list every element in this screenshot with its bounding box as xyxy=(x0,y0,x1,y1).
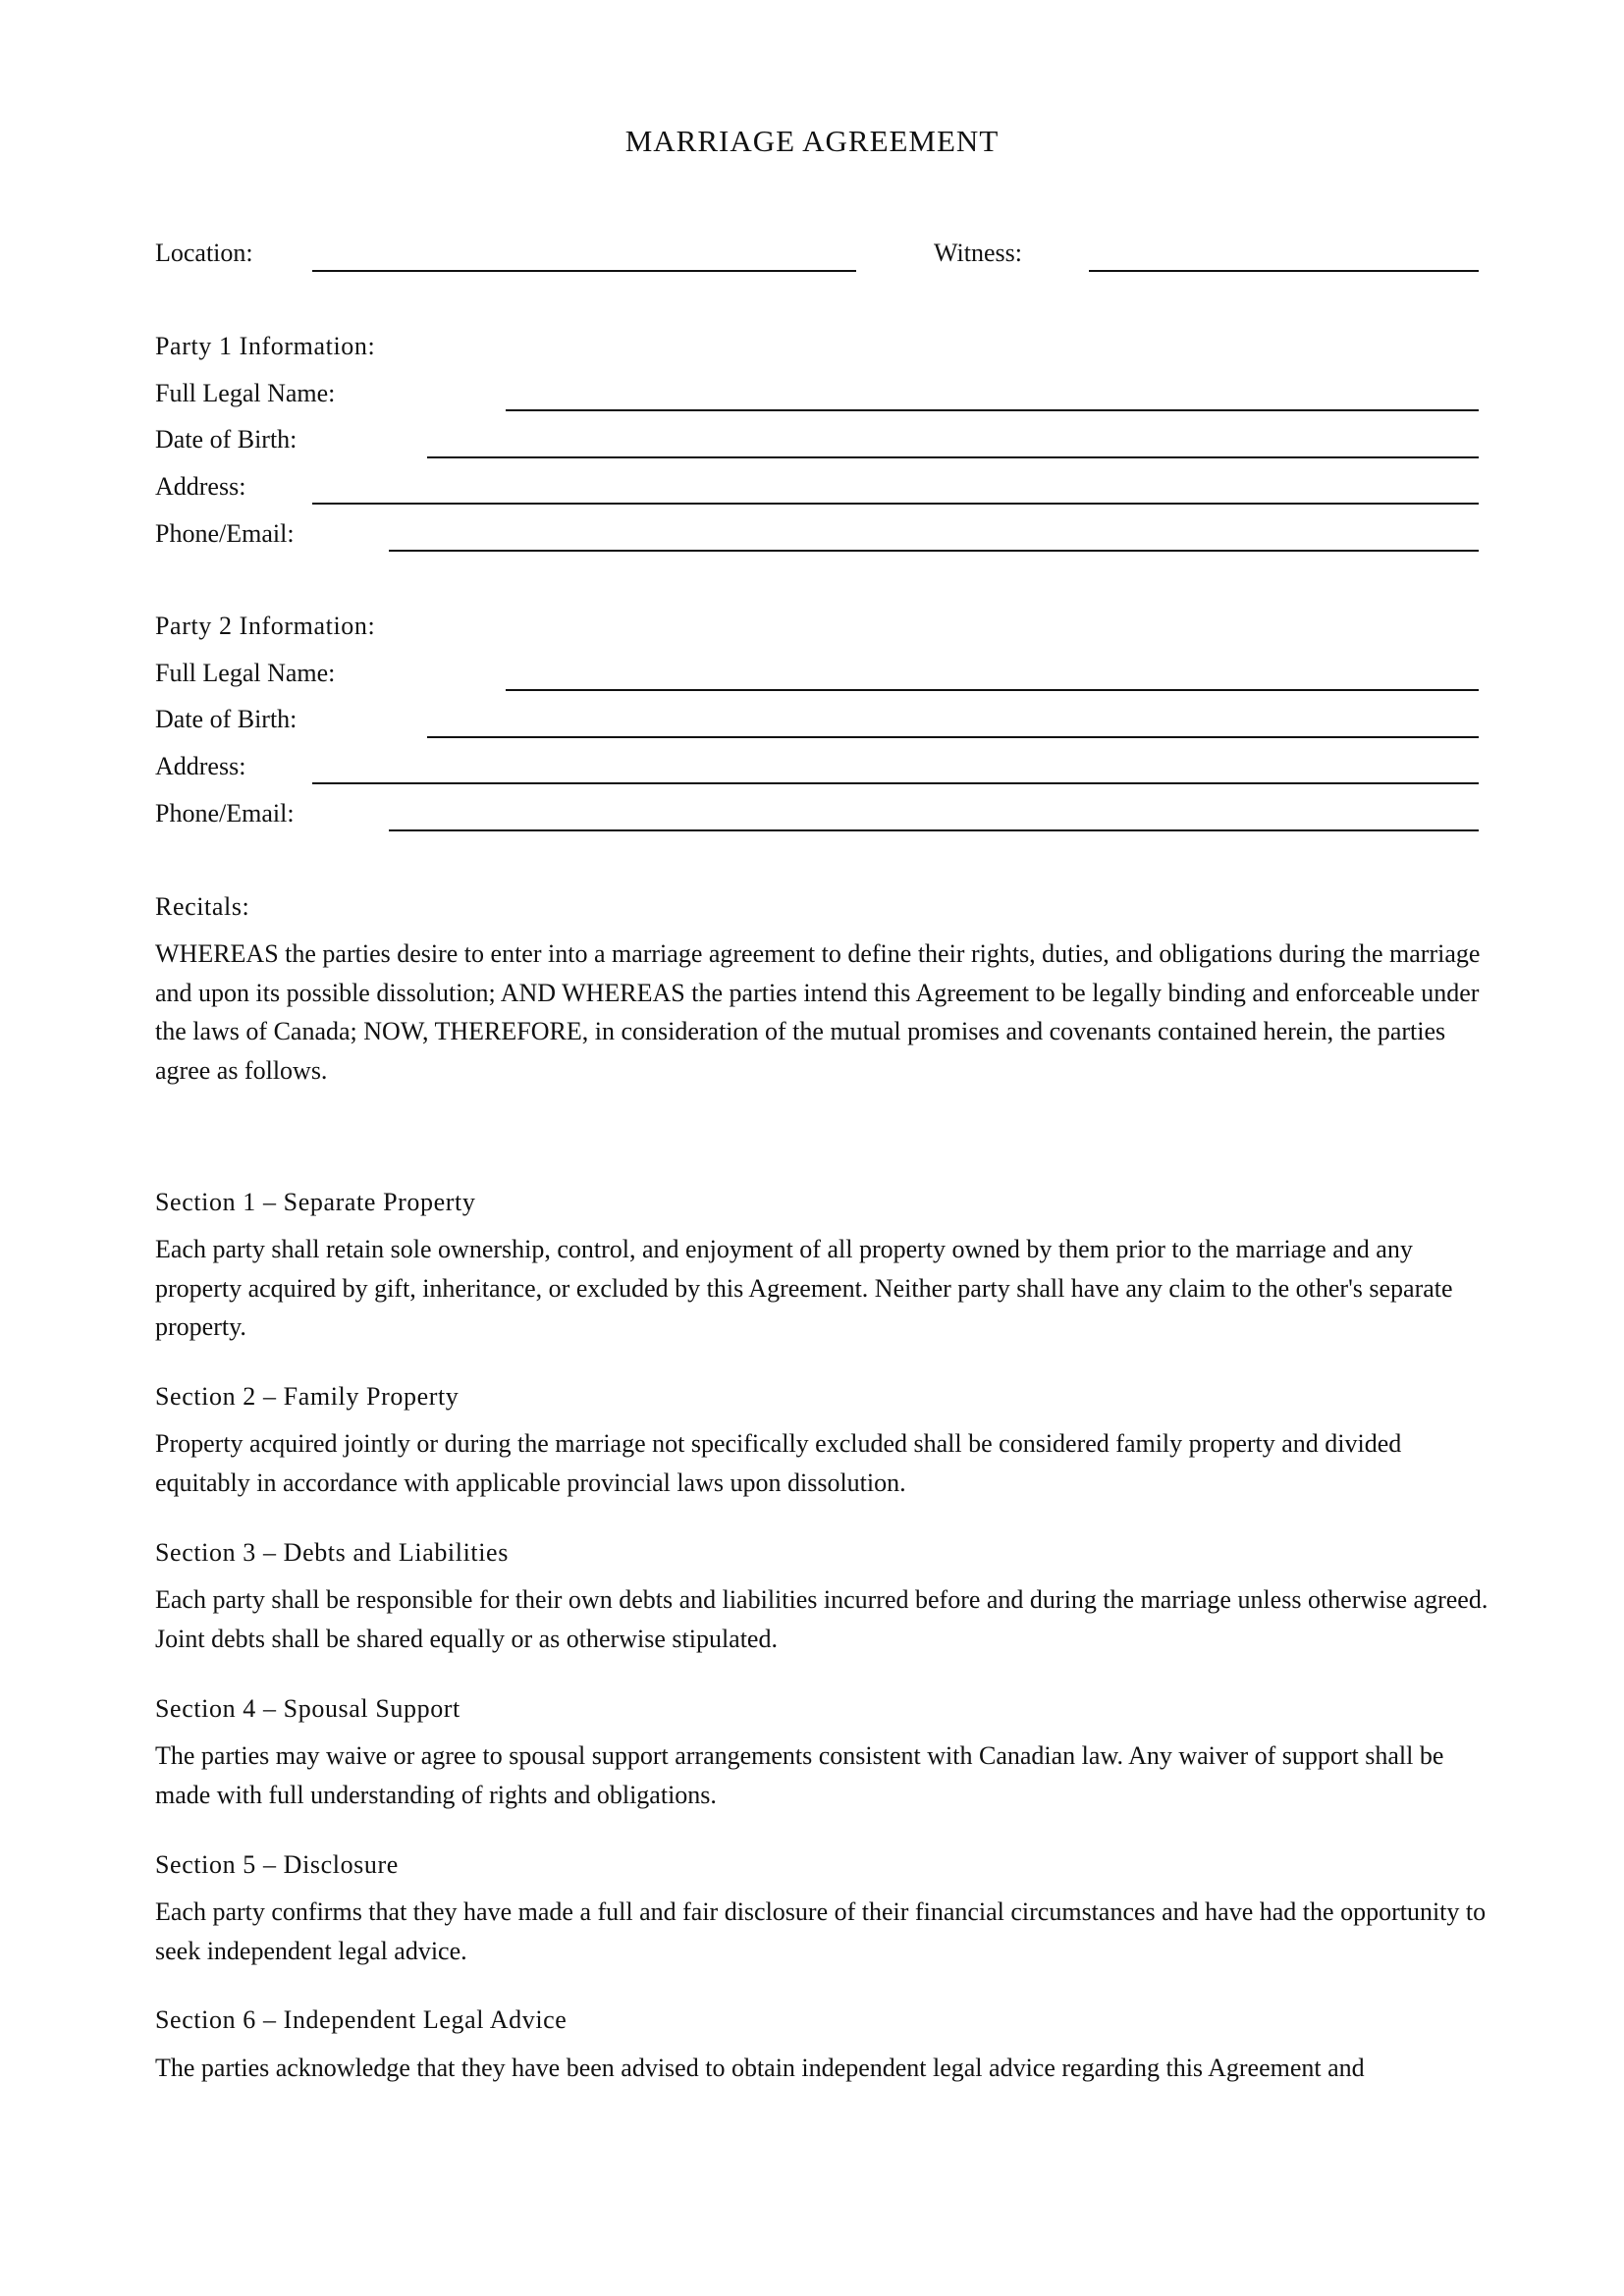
party2-contact-field[interactable] xyxy=(389,829,1479,831)
party2-heading: Party 2 Information: xyxy=(155,612,376,640)
section-1-heading: Section 1 – Separate Property xyxy=(155,1188,476,1216)
document-title: MARRIAGE AGREEMENT xyxy=(624,124,1000,158)
party2-address-field[interactable] xyxy=(312,782,1479,784)
party2-full-name-field[interactable] xyxy=(506,689,1479,691)
party1-contact-label: Phone/Email: xyxy=(155,519,295,548)
section-2-heading: Section 2 – Family Property xyxy=(155,1382,460,1411)
party2-dob-field[interactable] xyxy=(427,736,1479,738)
witness-field[interactable] xyxy=(1089,270,1479,272)
location-field[interactable] xyxy=(312,270,856,272)
section-5-text: Each party confirms that they have made a full and fair disclosure of their financial circumstances and have had the opportunity to seek independent legal advice. xyxy=(155,1897,1487,1965)
section-3-heading: Section 3 – Debts and Liabilities xyxy=(155,1538,509,1567)
party1-full-name-field[interactable] xyxy=(506,409,1479,411)
party1-contact-field[interactable] xyxy=(389,550,1479,552)
party1-full-name-label: Full Legal Name: xyxy=(155,379,336,407)
party2-full-name-label: Full Legal Name: xyxy=(155,659,336,687)
section-2-text: Property acquired jointly or during the marriage not specifically excluded shall be considered family property and divided equitably in accordance with applicable provincial laws upon dissolution. xyxy=(155,1429,1402,1497)
party1-heading: Party 1 Information: xyxy=(155,332,376,360)
section-5-heading: Section 5 – Disclosure xyxy=(155,1850,399,1879)
section-6-text: The parties acknowledge that they have been advised to obtain independent legal advice regarding this Agreement and xyxy=(155,2054,1365,2082)
party2-contact-label: Phone/Email: xyxy=(155,799,295,828)
recitals-text: WHEREAS the parties desire to enter into a marriage agreement to define their rights, duties, and obligations during the marriage and upon its possible dissolution; AND WHEREAS the parties intend this Agreement to be legally binding and enforceable under the laws of Canada; NOW, THEREFORE, in consideration of the mutual promises and covenants contained herein, the parties agree as follows. xyxy=(155,939,1481,1085)
party2-dob-label: Date of Birth: xyxy=(155,705,298,733)
recitals-heading: Recitals: xyxy=(155,892,250,921)
section-4-text: The parties may waive or agree to spousal support arrangements consistent with Canadian law. Any waiver of support shall be made with full understanding of rights and obligations. xyxy=(155,1741,1444,1809)
witness-label: Witness: xyxy=(934,239,1022,267)
location-label: Location: xyxy=(155,239,253,267)
section-3-text: Each party shall be responsible for their own debts and liabilities incurred before and during the marriage unless otherwise agreed. Joint debts shall be shared equally or as otherwise stipulated. xyxy=(155,1585,1489,1653)
section-1-text: Each party shall retain sole ownership, control, and enjoyment of all property owned by them prior to the marriage and any property acquired by gift, inheritance, or excluded by this Agreement. Neither party shall have any claim to the other's separate property. xyxy=(155,1235,1453,1341)
party2-address-label: Address: xyxy=(155,752,246,780)
party1-dob-field[interactable] xyxy=(427,456,1479,458)
party1-address-field[interactable] xyxy=(312,503,1479,505)
party1-dob-label: Date of Birth: xyxy=(155,425,298,454)
party1-address-label: Address: xyxy=(155,472,246,501)
section-4-heading: Section 4 – Spousal Support xyxy=(155,1694,460,1723)
section-6-heading: Section 6 – Independent Legal Advice xyxy=(155,2005,568,2034)
